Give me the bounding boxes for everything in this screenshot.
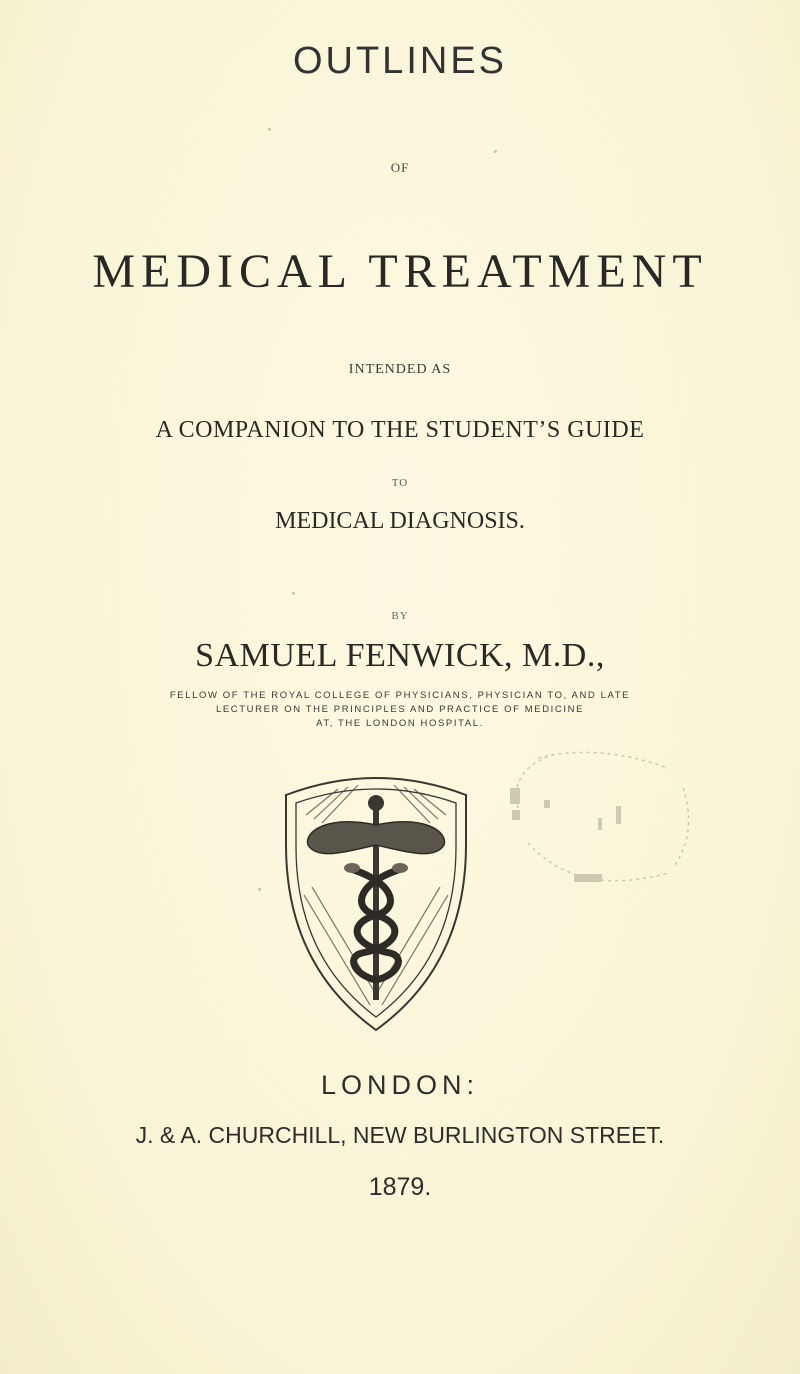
byline-label: BY bbox=[391, 610, 409, 622]
author-credentials-line: AT, THE LONDON HOSPITAL. bbox=[316, 718, 484, 729]
paper-speck bbox=[268, 128, 271, 131]
paper-speck bbox=[292, 592, 295, 595]
imprint-publisher: J. & A. CHURCHILL, NEW BURLINGTON STREET. bbox=[135, 1122, 665, 1148]
library-stamp-icon bbox=[498, 748, 698, 898]
title-line-of: OF bbox=[390, 160, 410, 175]
author-credentials-line: LECTURER ON THE PRINCIPLES AND PRACTICE OF MEDICINE bbox=[215, 704, 585, 715]
imprint-city: LONDON: bbox=[320, 1070, 480, 1100]
title-line-outlines: OUTLINES bbox=[292, 40, 508, 82]
paper-speck bbox=[258, 888, 261, 891]
subtitle-to: TO bbox=[391, 477, 409, 489]
imprint-year: 1879. bbox=[368, 1173, 432, 1201]
paper-speck bbox=[494, 150, 497, 153]
author-credentials-line: FELLOW OF THE ROYAL COLLEGE OF PHYSICIANS, PHYSICIAN TO, AND LATE bbox=[169, 690, 631, 701]
subtitle-companion: A COMPANION TO THE STUDENT’S GUIDE bbox=[155, 417, 645, 443]
author-name: SAMUEL FENWICK, M.D., bbox=[195, 637, 605, 674]
main-title: MEDICAL TREATMENT bbox=[92, 245, 708, 298]
subtitle-intended: INTENDED AS bbox=[348, 362, 452, 377]
caduceus-shield-icon bbox=[278, 775, 474, 1035]
subtitle-diagnosis: MEDICAL DIAGNOSIS. bbox=[275, 508, 525, 534]
